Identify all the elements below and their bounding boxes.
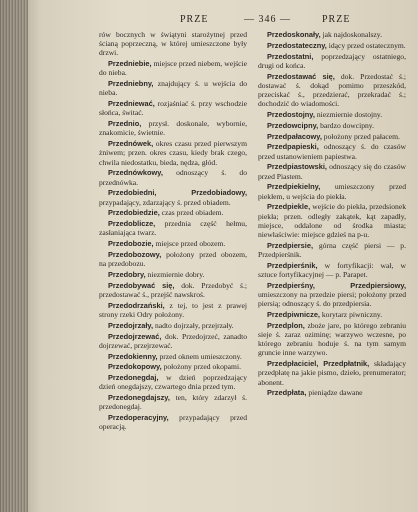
entry-definition: przednia część hełmu, zasłaniająca twarz. xyxy=(99,219,247,238)
dictionary-entry xyxy=(99,30,247,58)
entry-headword: Przednio, xyxy=(108,119,142,129)
entry-headword: Przedobiedzie, xyxy=(108,208,160,218)
entry-definition: idący przed ostatecznym. xyxy=(326,40,406,50)
entry-headword: Przedowcipny, xyxy=(267,120,319,130)
dictionary-entry xyxy=(258,321,406,358)
entry-headword: Przedobozowy, xyxy=(108,250,162,259)
entry-headword: Przedostatni, xyxy=(267,51,314,61)
dictionary-entry xyxy=(99,250,247,268)
entry-headword: Przedostateczny, xyxy=(267,40,327,50)
entry-definition: niezmiernie dobry. xyxy=(145,270,205,279)
entry-definition: poprzedzający ostatniego, drugi od końca. xyxy=(258,51,406,70)
dictionary-entry xyxy=(258,388,406,397)
dictionary-entry xyxy=(258,261,406,279)
entry-headword: Przedniewać, xyxy=(108,99,155,109)
entry-definition: rozjaśniać ś. przy wschodzie słońca, świtać. xyxy=(99,99,247,118)
entry-headword: Przedobiedni, Przedobiadowy, xyxy=(108,188,247,198)
dictionary-entry xyxy=(258,121,406,130)
dictionary-entry xyxy=(258,142,406,160)
entry-definition: przysł. doskonale, wybornie, znakomicie, świetnie. xyxy=(99,119,247,138)
entry-definition: nadto dojrzały, przejrzały. xyxy=(153,320,234,330)
entry-headword: Przedodrzański, xyxy=(108,300,165,310)
dictionary-entry xyxy=(99,301,247,319)
dictionary-entry xyxy=(258,52,406,70)
entry-definition: położony przed obozem, na przedobozu. xyxy=(99,250,247,269)
entry-headword: Przedonegdaj, xyxy=(108,373,159,383)
left-column xyxy=(99,30,247,433)
entry-definition: rów bocznych w świątyni starożytnej przed ścianą poprzeczną, w której umieszczone były drzwi. xyxy=(99,30,247,58)
entry-definition: umieszczony przed piekłem, u wejścia do piekła. xyxy=(258,182,406,201)
dictionary-entry xyxy=(99,99,247,117)
entry-definition: przypadający przed operacją. xyxy=(99,413,247,432)
entry-definition: położony przed pałacem. xyxy=(321,131,400,141)
book-gutter xyxy=(0,0,28,512)
dictionary-entry xyxy=(99,208,247,217)
dictionary-entry xyxy=(99,393,247,411)
entry-definition: wejście do piekła, przedsionek piekła; przen. odległy zakątek, kąt zapadły, miejsce, oddalone od środka miasta; niewłaściwie: miejsce gdzieś na p-u. xyxy=(258,202,406,239)
entry-headword: Przedpiastowski, xyxy=(267,162,327,172)
entry-definition: składający przedpłatę na jakie pismo, dzieło, prenumerator; abonent. xyxy=(258,359,406,387)
entry-definition: czas przed obiadem. xyxy=(159,208,224,218)
entry-definition: przypadający, zdarzający ś. przed obiadem. xyxy=(99,197,231,207)
entry-definition: miejsce przed niebem, wejście do nieba. xyxy=(99,59,247,78)
entry-definition: z tej, to jest z prawej strony rzeki Odry położony. xyxy=(99,300,247,319)
entry-definition: korytarz piwniczny. xyxy=(319,310,383,319)
entry-headword: Przedoskonały, xyxy=(267,30,321,39)
dictionary-entry xyxy=(258,281,406,309)
entry-headword: Przedoblicze, xyxy=(108,219,156,229)
entry-headword: Przedpiwnicze, xyxy=(267,310,320,319)
entry-definition: bardzo dowcipny. xyxy=(318,120,375,130)
dictionary-entry xyxy=(99,373,247,391)
right-column xyxy=(258,30,406,399)
entry-definition: jak najdoskonalszy. xyxy=(320,30,382,39)
dictionary-entry xyxy=(99,281,247,299)
entry-headword: Przednówek, xyxy=(108,139,154,149)
dictionary-entry xyxy=(258,132,406,141)
dictionary-entry xyxy=(258,72,406,109)
dictionary-entry xyxy=(99,362,247,371)
entry-headword: Przedniebie, xyxy=(108,59,152,69)
entry-definition: miejsce przed obozem. xyxy=(153,239,226,249)
dictionary-entry xyxy=(258,310,406,319)
entry-definition: odnoszący ś. do przednówka. xyxy=(99,168,247,187)
entry-definition: pieniądze dawane xyxy=(306,388,363,398)
header-left-word: PRZE xyxy=(180,14,209,25)
dictionary-entry xyxy=(258,241,406,259)
entry-headword: Przedonegdajszy, xyxy=(108,393,170,403)
dictionary-entry xyxy=(99,119,247,137)
dictionary-entry xyxy=(99,270,247,279)
entry-headword: Przedostojny, xyxy=(267,110,315,119)
dictionary-entry xyxy=(99,352,247,361)
entry-headword: Przedobry, xyxy=(108,270,146,279)
entry-headword: Przedokopowy, xyxy=(108,362,162,372)
entry-definition: okres czasu przed pierwszym żniwem; przen. okres czasu, kiedy brak czego, chwila niedostatku, bieda, nędza, głód. xyxy=(99,139,247,167)
dictionary-entry xyxy=(258,202,406,239)
dictionary-entry xyxy=(99,239,247,248)
entry-headword: Przedoperacyjny, xyxy=(108,413,169,423)
dictionary-entry xyxy=(258,182,406,200)
entry-definition: górna część piersi — p. Przedpierśnik. xyxy=(258,240,406,259)
entry-definition: odnoszący ś. do czasów przed ustanowieniem papiestwa. xyxy=(258,142,406,161)
dictionary-entry xyxy=(99,413,247,431)
entry-headword: Przedpiekielny, xyxy=(267,182,321,192)
entry-definition: zboże jare, po którego zebraniu sieje ś. zaraz oziminę; warzywo wczesne, po którego zebraniu hoduje ś. na tym samym gruncie inne warzywo. xyxy=(258,320,406,358)
entry-headword: Przedplon, xyxy=(267,320,305,330)
dictionary-entry xyxy=(99,59,247,77)
entry-headword: Przedniebny, xyxy=(108,79,154,89)
entry-headword: Przedpiersie, xyxy=(267,240,314,250)
dictionary-entry xyxy=(99,139,247,167)
entry-definition: w dzień poprzedzający dzień onegdajszy, czwartego dnia przed tym. xyxy=(99,373,247,392)
entry-headword: Przedojrzewać, xyxy=(108,331,162,341)
entry-headword: Przedpłaciciel, Przedpłatnik, xyxy=(267,359,370,369)
entry-headword: Przednówkowy, xyxy=(108,168,163,178)
dictionary-entry xyxy=(258,359,406,387)
entry-definition: niezmiernie dostojny. xyxy=(314,110,383,119)
entry-definition: przed oknem umieszczony. xyxy=(157,351,242,361)
entry-headword: Przedostawać się, xyxy=(267,71,335,81)
entry-definition: położony przed okopami. xyxy=(161,362,241,372)
entry-definition: odnoszący się do czasów przed Piastem. xyxy=(258,162,406,181)
dictionary-entry xyxy=(258,30,406,39)
entry-headword: Przedojrzały, xyxy=(108,320,154,330)
entry-headword: Przedpłata, xyxy=(267,388,307,398)
entry-headword: Przedpierśny, Przedpiersiowy, xyxy=(267,280,406,290)
dictionary-entry xyxy=(258,162,406,180)
entry-definition: znajdujący ś. u wejścia do nieba. xyxy=(99,79,247,98)
page-number: — 346 — xyxy=(244,14,291,25)
dictionary-entry xyxy=(99,188,247,206)
entry-headword: Przedokienny, xyxy=(108,351,158,361)
dictionary-entry xyxy=(99,321,247,330)
entry-definition: dok. Przedostać ś.; dostawać ś. dokąd pomimo przeszkód, przeciskać ś., przedzierać, przekradać ś.; dochodzić do wiadomości. xyxy=(258,71,406,109)
entry-definition: w fortyfikacji: wał, w sztuce fortyfikacyjnej — p. Parapet. xyxy=(258,260,406,279)
dictionary-entry xyxy=(258,110,406,119)
entry-headword: Przedpałacowy, xyxy=(267,131,322,141)
dictionary-entry xyxy=(258,41,406,50)
entry-definition: ten, który zdarzył ś. przedonegdaj. xyxy=(99,393,247,412)
entry-definition: dok. Przedobyć ś.; przedostawać ś., przejść nawskroś. xyxy=(99,280,247,299)
dictionary-entry xyxy=(99,79,247,97)
header-right-word: PRZE xyxy=(322,14,351,25)
dictionary-entry xyxy=(99,219,247,237)
entry-headword: Przedpapieski, xyxy=(267,142,319,152)
entry-definition: dok. Przedojrzeć, zanadto dojrzewać, przejrzewać. xyxy=(99,331,247,350)
dictionary-entry xyxy=(99,332,247,350)
dictionary-entry xyxy=(99,168,247,186)
page-header xyxy=(0,14,418,28)
entry-headword: Przedpierśnik, xyxy=(267,260,318,270)
entry-headword: Przedpiekle, xyxy=(267,202,311,212)
entry-headword: Przedobozie, xyxy=(108,239,154,249)
entry-definition: umieszczony na przedzie piersi; położony przed piersią; odnoszący ś. do przedpiersia. xyxy=(258,290,406,309)
entry-headword: Przedobywać się, xyxy=(108,280,175,290)
